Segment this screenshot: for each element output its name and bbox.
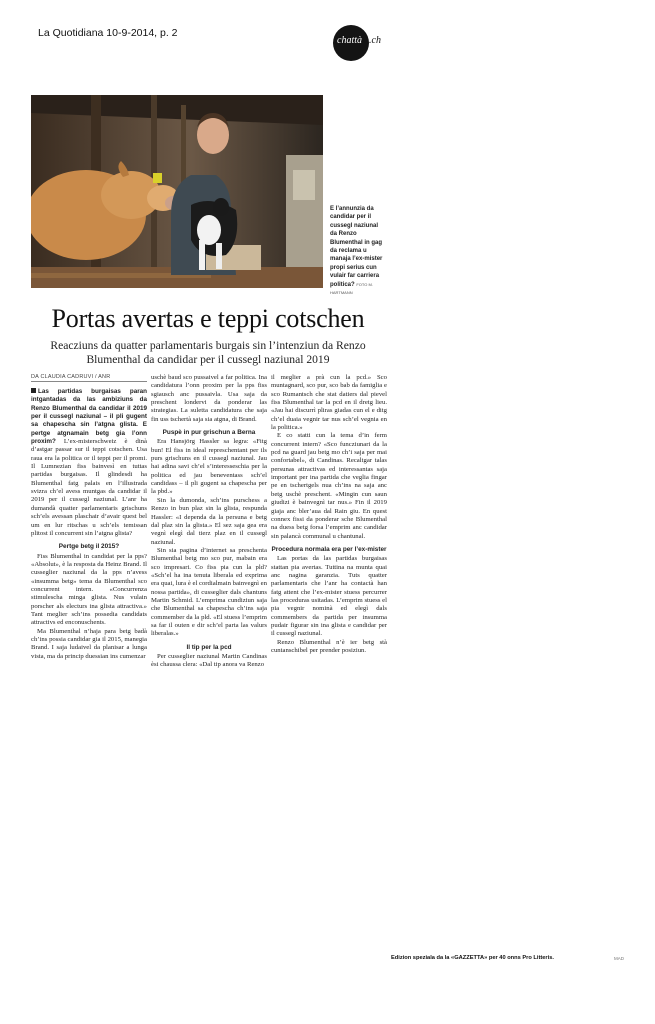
subheading: Pertge betg il 2015? <box>58 543 120 551</box>
subheading: Il tip per la pcd <box>186 643 232 651</box>
article-photo <box>31 95 323 288</box>
source-line: La Quotidiana 10-9-2014, p. 2 <box>38 27 178 39</box>
paragraph: Renzo Blumenthal n’è ier betg stà cuntanschibel per prender posiziun. <box>271 638 387 654</box>
article-column-1 <box>31 388 147 661</box>
logo-suffix: .ch <box>369 35 381 46</box>
article-headline: Portas avertas e teppi cotschen <box>51 304 365 333</box>
photo-caption <box>330 205 386 297</box>
article-column-2 <box>151 374 267 670</box>
article-byline: DA CLAUDIA CADRUVI / ANR <box>31 374 147 382</box>
photo-credit: FOTO M. HARTMANN <box>330 281 373 296</box>
paragraph: il meglier a prà cun la pcd.» Sco muntagnard, sco pur, sco bab da famiglia e sco Rumantsch che stat datiers dal pievel fiss Blumenthal tar la pcd en il dretg lieu. «Jau hai discurrì pliras giadas cun el e ditg ch’el duaia vegnir tar nus sch’el vegnia en la politica.» <box>271 374 387 432</box>
paragraph: L’ex-misterschweiz è dinà d’astgar passar sur il teppi cotschen. Usa raua era la politica or il teppi per il promi. Il Lumnezian fiss bainvesì en tuttas partidas burgaisas. Il glindesdi ha Blumenthal fatg palais en l’illustrada svizra ch’el avess muntgas da candidar il 2019 per il cussegl naziunal. L’anr ha dumandà quatter parlamentaris grischuns sch’els avessan plaschair d’avair quest bel um en lur ritschas u sch’els temissan plitost il concurrent sin l’atgna glista? <box>31 438 147 537</box>
article-subhead: Reacziuns da quatter parlamentaris burgais sin l’intenziun da Renzo Blumenthal da candidar per il cussegl naziunal 2019 <box>50 339 366 366</box>
caption-text: E l’annunzia da candidar per il cussegl naziunal da Renzo Blumenthal in gag da reclama u manaja l’ex-mister propi serius cun vulair far carriera politica? <box>330 206 383 288</box>
barn-scene-illustration <box>31 95 323 288</box>
paragraph: Era Hansjörg Hassler sa legra: «Fitg bun! El fiss in ideal represchentant per ils purs grischuns en il cussegl naziunal. Jau hai adina savi ch’el s’interesseschia per la politica ed jau beneventass sch’el candidass – il pli gugent sa chapescha per la pbd.» <box>151 438 267 496</box>
paragraph: Las portas da las partidas burgaisas stattan pia avertas. Tuttina na munta quai anc nagina garanzia. Tuts quatter parlamentaris che l’anr ha contactà han fatg attent che l’ex-mister stuess percurrer las proceduras usitadas. L’emprim stuess el pia vegnir nominà ed elegì dals commembers da partida per insumma pudair figurar sin ina glista e candidar per il cussegl naziunal. <box>271 555 387 638</box>
article-lead: Las partidas burgaisas paran intgantadas da las ambiziuns da Renzo Blumenthal da candidar il 2019 per il cussegl naziunal – il pli gugent sa chapescha sin l’atgna glista. E pertge atgnamain betg gia l’onn proxim? <box>31 388 147 446</box>
paragraph: Ma Blumenthal n’haja para betg badà ch’ins possia candidar gia il 2015, manegia Brand. I saja ludaivel da planisar a lunga vista, ma da princip duessian ins cumenzar <box>31 627 147 660</box>
paragraph: Fiss Blumenthal in candidat per la pps? «Absolut», è la resposta da Heinz Brand. Il cusseglier naziunal da la pps n’avess «insumma betg» tema da Blumenthal sco concurrent intern. «Concurrenza stimulescha minga glista. Nus vulain porscher als electurs ina glista attractiva.» Tant meglier sch’ins possedia candidats attractivs ed enconuschents. <box>31 552 147 627</box>
paragraph: Sin la dumonda, sch’ins purschess a Renzo in bun plaz sin la glista, respunda Hassler: «I dependa da la persuna e betg dal plaz sin la glista.» El sez saja gea era vegnì elegì dal tierz plaz en il cussegl naziunal. <box>151 496 267 546</box>
subheading: Procedura normala era per l’ex-mister <box>271 545 387 553</box>
paragraph: Sin sia pagina d’internet sa preschenta Blumenthal betg mo sco pur, mabain era sco impresari. Co fiss pia cun la pld? «Sch’el ha ina tenuta liberala ed exprima era quai, lura è el cordialmain bainvegnì en nossa partida», di cusseglier dals chantuns Martin Schmid. L’emprima cundiziun saja che Blumenthal sa chapescha ch’ins saja commember da la pld. «El stuess l’emprim sa far il outen e dir sch’el parta las valurs liberalas.» <box>151 546 267 638</box>
logo-text: chattà <box>337 35 362 46</box>
footer-code: MAD <box>614 956 624 961</box>
paragraph: uschè baud sco pussaivel a far politica. Ina candidatura l’onn proxim per la pps fiss sgiausch anc pussaivla. Usa saja da preschent londervi da ponderar las strategias. La suletta candidatura che saja fin uss tschertà saja sia atgna, di Brand. <box>151 374 267 423</box>
lead-square-icon <box>31 388 36 393</box>
footer-note: Edizion speziala da la «GAZZETTA» per 40 onns Pro Litteris. <box>391 955 554 961</box>
subheading: Puspè in pur grischun a Berna <box>162 429 256 437</box>
article-column-3 <box>271 374 387 655</box>
paragraph: E co statti cun la tema d’in ferm concurrent intern? «Sco funcziunari da la pcd na guard jau betg mo ch’i saja per mai confortabel», di Candinas. Recaltgar talas persunas attractivas ed interessantas saja important per ina partida che veglia fingar pe en tschertgels nua ch’ins na saja anc betg uschè preschent. «Mingin cun saun giudizi è bainvegnì tar nus.» Fin il 2019 giaja anc bler’aua dal Rain giu. En quest connex fissi da ponderar sche Blumenthal na duess betg forsa l’emprim anc candidar sin palancà communal u chantunal. <box>271 432 387 540</box>
paragraph: Per cusseglier naziunal Martin Candinas èsi chaussa clera: «Dal tip anora va Renzo <box>151 653 267 669</box>
